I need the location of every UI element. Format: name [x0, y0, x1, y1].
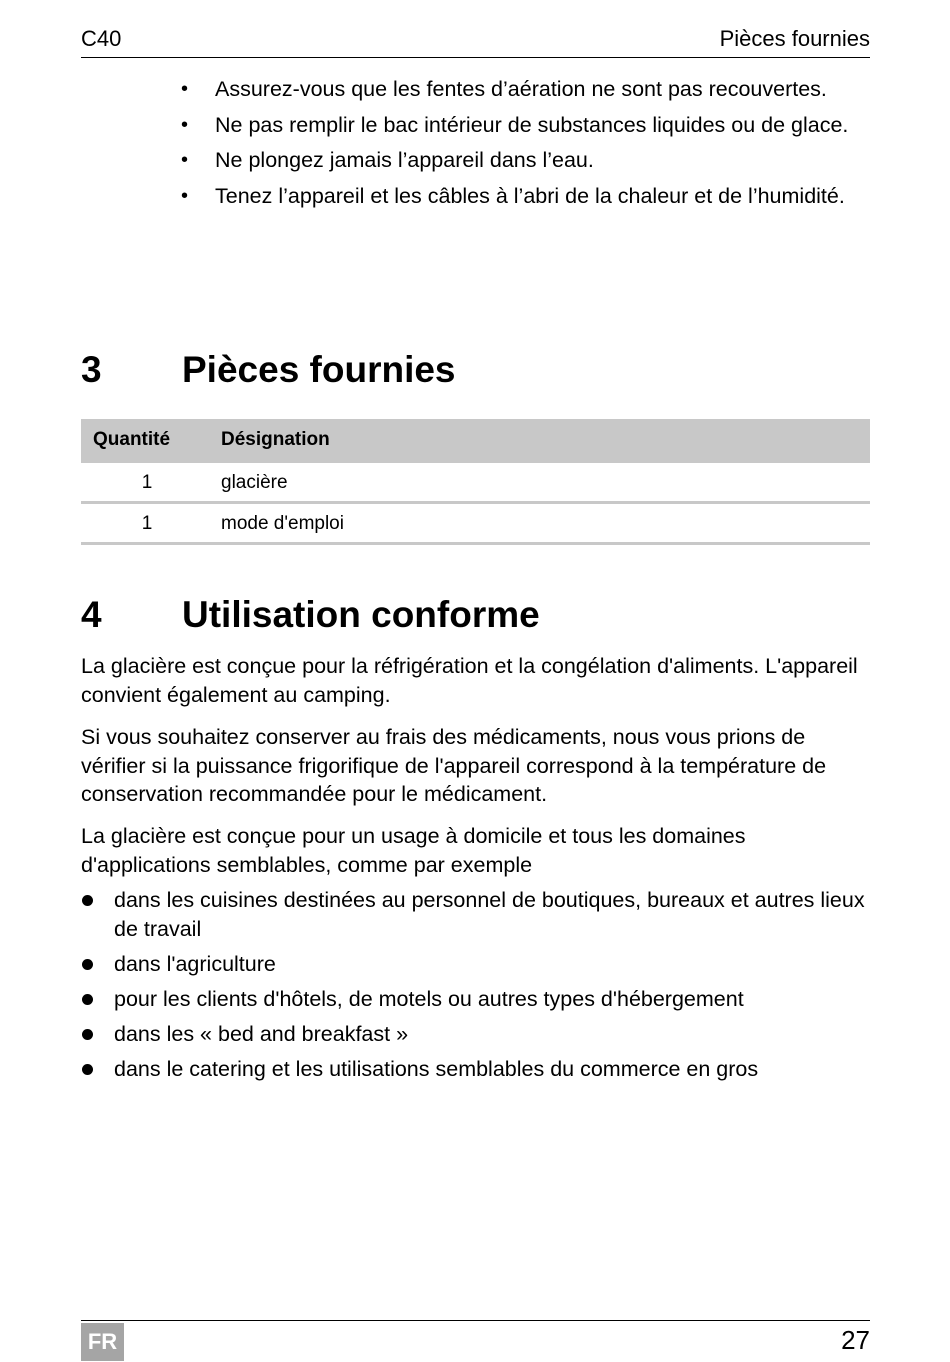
list-item: • Assurez-vous que les fentes d’aération ne sont pas recouvertes.	[181, 75, 861, 104]
list-item: • Ne plongez jamais l’appareil dans l’eau.	[181, 146, 861, 175]
list-item: dans le catering et les utilisations semblables du commerce en gros	[81, 1055, 870, 1084]
section-title: Utilisation conforme	[182, 594, 540, 635]
list-item: dans les « bed and breakfast »	[81, 1020, 870, 1049]
table-header-row	[81, 419, 870, 463]
column-header-quantity: Quantité	[93, 429, 171, 450]
uses-list	[81, 886, 870, 1090]
page-footer	[81, 1320, 870, 1361]
table-row	[81, 504, 870, 545]
cell-designation: mode d'emploi	[221, 513, 344, 534]
bullet-dot-icon	[82, 895, 93, 906]
page-header	[81, 26, 870, 58]
header-model: C40	[81, 26, 122, 51]
list-item: dans les cuisines destinées au personnel de boutiques, bureaux et autres lieux de travail	[81, 886, 870, 943]
section-number: 4	[81, 594, 102, 635]
language-badge: FR	[81, 1323, 124, 1361]
cell-designation: glacière	[221, 472, 288, 493]
paragraph: Si vous souhaitez conserver au frais des médicaments, nous vous prions de vérifier si la puissance frigorifique de l'appareil correspond à la température de conservation recommandée pour le médicament.	[81, 725, 827, 806]
cell-quantity: 1	[141, 513, 153, 534]
bullet-dot-icon	[82, 994, 93, 1005]
bullet-dot-icon	[82, 1064, 93, 1075]
bullet-icon: •	[181, 113, 189, 136]
page-number: 27	[841, 1325, 870, 1355]
section-title: Pièces fournies	[182, 349, 456, 390]
list-item: • Ne pas remplir le bac intérieur de substances liquides ou de glace.	[181, 111, 861, 140]
list-item: dans l'agriculture	[81, 950, 870, 979]
safety-list	[181, 75, 861, 217]
cell-quantity: 1	[141, 472, 153, 493]
list-item: pour les clients d'hôtels, de motels ou autres types d'hébergement	[81, 985, 870, 1014]
bullet-icon: •	[181, 78, 189, 100]
bullet-dot-icon	[82, 959, 93, 970]
paragraph: La glacière est conçue pour un usage à domicile et tous les domaines d'applications semblables, comme par exemple	[81, 824, 746, 877]
bullet-icon: •	[181, 184, 189, 207]
bullet-icon: •	[181, 149, 189, 171]
bullet-dot-icon	[82, 1029, 93, 1040]
column-header-designation: Désignation	[221, 429, 330, 450]
table-row	[81, 463, 870, 504]
header-section-title: Pièces fournies	[719, 26, 870, 51]
paragraph: La glacière est conçue pour la réfrigération et la congélation d'aliments. L'appareil convient également au camping.	[81, 654, 858, 707]
parts-table	[81, 419, 870, 545]
section-number: 3	[81, 349, 102, 390]
list-item: • Tenez l’appareil et les câbles à l’abri de la chaleur et de l’humidité.	[181, 182, 861, 211]
